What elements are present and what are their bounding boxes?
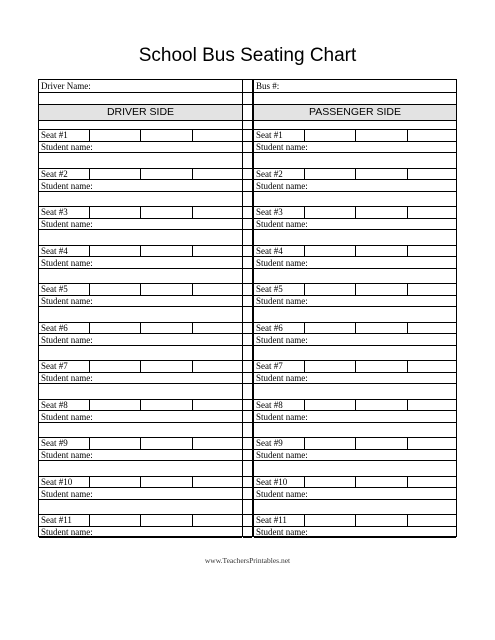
- student-row-bottom-line: [254, 460, 456, 461]
- student-row-bottom-line: [39, 383, 242, 384]
- student-name-label: Student name:: [256, 411, 308, 422]
- row-line: [254, 120, 456, 121]
- seat-label: Seat #3: [256, 207, 283, 217]
- spacer-line: [243, 229, 252, 230]
- seat-label: Seat #1: [41, 130, 68, 140]
- student-row-bottom-line: [254, 422, 456, 423]
- seat-cell-divider: [89, 283, 90, 295]
- student-name-label: Student name:: [41, 180, 93, 191]
- student-name-label: Student name:: [41, 257, 93, 268]
- spacer-line: [243, 141, 252, 142]
- student-row-bottom-line: [39, 499, 242, 500]
- seat-label: Seat #5: [41, 284, 68, 294]
- student-name-label: Student name:: [256, 334, 308, 345]
- seat-label: Seat #7: [41, 361, 68, 371]
- seat-cell-divider: [192, 399, 193, 411]
- seat-label: Seat #3: [41, 207, 68, 217]
- spacer-line: [243, 283, 252, 284]
- student-row-bottom-line: [39, 537, 242, 538]
- seat-cell-divider: [89, 322, 90, 334]
- driver-name-label: Driver Name:: [41, 81, 91, 91]
- seat-cell-divider: [355, 476, 356, 488]
- seat-cell-divider: [355, 322, 356, 334]
- spacer-line: [243, 476, 252, 477]
- spacer-line: [243, 383, 252, 384]
- aisle-spacer-column: [243, 79, 253, 537]
- spacer-line: [243, 322, 252, 323]
- seat-cell-divider: [192, 245, 193, 257]
- seat-cell-divider: [192, 437, 193, 449]
- seat-label: Seat #6: [256, 322, 283, 333]
- seat-cell-divider: [304, 476, 305, 488]
- seat-cell-divider: [140, 476, 141, 488]
- seat-cell-divider: [355, 283, 356, 295]
- student-name-label: Student name:: [41, 142, 93, 152]
- seat-cell-divider: [140, 437, 141, 449]
- student-name-label: Student name:: [41, 527, 93, 537]
- student-name-label: Student name:: [41, 411, 93, 422]
- spacer-line: [243, 372, 252, 373]
- seat-cell-divider: [89, 360, 90, 372]
- spacer-line: [243, 120, 252, 121]
- driver-side-column: [38, 79, 243, 537]
- student-row-bottom-line: [39, 229, 242, 230]
- spacer-line: [243, 399, 252, 400]
- seat-label: Seat #6: [41, 322, 68, 333]
- spacer-line: [243, 487, 252, 488]
- student-row-bottom-line: [39, 460, 242, 461]
- seat-label: Seat #8: [256, 399, 283, 410]
- seat-label: Seat #10: [256, 476, 288, 487]
- student-row-bottom-line: [254, 306, 456, 307]
- spacer-line: [243, 268, 252, 269]
- seat-cell-divider: [304, 360, 305, 372]
- spacer-line: [243, 168, 252, 169]
- seat-cell-divider: [407, 476, 408, 488]
- spacer-line: [243, 218, 252, 219]
- spacer-line: [243, 422, 252, 423]
- seat-label: Seat #8: [41, 399, 68, 410]
- seat-cell-divider: [89, 437, 90, 449]
- spacer-line: [243, 499, 252, 500]
- seat-label: Seat #10: [41, 476, 73, 487]
- seat-label: Seat #4: [41, 245, 68, 256]
- seat-cell-divider: [407, 322, 408, 334]
- seat-cell-divider: [140, 399, 141, 411]
- student-name-label: Student name:: [256, 373, 308, 383]
- student-row-bottom-line: [39, 422, 242, 423]
- seat-cell-divider: [89, 399, 90, 411]
- seat-cell-divider: [192, 476, 193, 488]
- student-row-bottom-line: [254, 537, 456, 538]
- footer-url: www.TeachersPrintables.net: [204, 556, 291, 565]
- seat-cell-divider: [407, 360, 408, 372]
- page-title: School Bus Seating Chart: [138, 45, 357, 66]
- seat-cell-divider: [89, 476, 90, 488]
- seat-cell-divider: [304, 206, 305, 218]
- student-name-label: Student name:: [256, 142, 308, 152]
- student-name-label: Student name:: [41, 219, 93, 229]
- student-name-label: Student name:: [41, 488, 93, 499]
- spacer-line: [243, 333, 252, 334]
- seat-cell-divider: [355, 514, 356, 526]
- student-row-bottom-line: [254, 152, 456, 153]
- spacer-line: [243, 179, 252, 180]
- seat-cell-divider: [89, 168, 90, 180]
- student-row-bottom-line: [39, 345, 242, 346]
- seat-cell-divider: [407, 206, 408, 218]
- seat-cell-divider: [89, 514, 90, 526]
- student-row-bottom-line: [254, 499, 456, 500]
- seat-cell-divider: [304, 514, 305, 526]
- seat-cell-divider: [407, 245, 408, 257]
- student-name-label: Student name:: [256, 180, 308, 191]
- seat-cell-divider: [192, 360, 193, 372]
- passenger-side-column: [253, 79, 457, 537]
- seat-cell-divider: [407, 514, 408, 526]
- seat-label: Seat #9: [256, 438, 283, 448]
- student-name-label: Student name:: [41, 296, 93, 306]
- student-name-label: Student name:: [41, 334, 93, 345]
- seat-cell-divider: [192, 206, 193, 218]
- spacer-line: [243, 152, 252, 153]
- student-name-label: Student name:: [256, 219, 308, 229]
- spacer-line: [243, 256, 252, 257]
- seat-cell-divider: [192, 129, 193, 141]
- seat-cell-divider: [304, 437, 305, 449]
- student-row-bottom-line: [254, 229, 456, 230]
- student-name-label: Student name:: [41, 450, 93, 460]
- spacer-line: [243, 104, 252, 105]
- seat-cell-divider: [304, 283, 305, 295]
- student-name-label: Student name:: [256, 450, 308, 460]
- seat-cell-divider: [304, 129, 305, 141]
- spacer-line: [243, 191, 252, 192]
- seat-cell-divider: [192, 322, 193, 334]
- student-row-bottom-line: [254, 268, 456, 269]
- seat-cell-divider: [140, 360, 141, 372]
- seat-cell-divider: [355, 206, 356, 218]
- spacer-line: [243, 295, 252, 296]
- seat-cell-divider: [304, 245, 305, 257]
- seat-cell-divider: [192, 283, 193, 295]
- spacer-line: [243, 537, 252, 538]
- row-line: [39, 92, 242, 93]
- seat-label: Seat #7: [256, 361, 283, 371]
- spacer-line: [243, 245, 252, 246]
- seat-label: Seat #5: [256, 284, 283, 294]
- row-line: [254, 92, 456, 93]
- driver-side-heading: DRIVER SIDE: [106, 106, 175, 118]
- seat-label: Seat #4: [256, 245, 283, 256]
- spacer-line: [243, 306, 252, 307]
- row-line: [39, 120, 242, 121]
- seat-cell-divider: [355, 129, 356, 141]
- seat-cell-divider: [304, 399, 305, 411]
- student-row-bottom-line: [39, 306, 242, 307]
- passenger-side-heading: PASSENGER SIDE: [309, 106, 401, 118]
- seat-cell-divider: [355, 245, 356, 257]
- seat-cell-divider: [407, 437, 408, 449]
- student-name-label: Student name:: [41, 373, 93, 383]
- seat-cell-divider: [304, 168, 305, 180]
- seat-cell-divider: [140, 514, 141, 526]
- seat-cell-divider: [89, 206, 90, 218]
- seat-cell-divider: [407, 283, 408, 295]
- student-row-bottom-line: [254, 383, 456, 384]
- seat-cell-divider: [140, 206, 141, 218]
- spacer-line: [243, 360, 252, 361]
- seat-cell-divider: [140, 245, 141, 257]
- seat-cell-divider: [192, 168, 193, 180]
- seat-cell-divider: [89, 245, 90, 257]
- seat-label: Seat #2: [41, 168, 68, 179]
- seat-cell-divider: [192, 514, 193, 526]
- student-row-bottom-line: [254, 191, 456, 192]
- student-row-bottom-line: [39, 191, 242, 192]
- student-name-label: Student name:: [256, 488, 308, 499]
- seat-label: Seat #11: [256, 515, 287, 525]
- seat-label: Seat #9: [41, 438, 68, 448]
- seat-cell-divider: [407, 399, 408, 411]
- seat-cell-divider: [355, 360, 356, 372]
- student-row-bottom-line: [39, 268, 242, 269]
- seat-label: Seat #1: [256, 130, 283, 140]
- spacer-line: [243, 345, 252, 346]
- spacer-line: [243, 460, 252, 461]
- seat-cell-divider: [140, 129, 141, 141]
- seat-cell-divider: [140, 168, 141, 180]
- seat-cell-divider: [89, 129, 90, 141]
- student-name-label: Student name:: [256, 257, 308, 268]
- seat-cell-divider: [304, 322, 305, 334]
- spacer-line: [243, 410, 252, 411]
- seat-cell-divider: [140, 322, 141, 334]
- spacer-line: [243, 92, 252, 93]
- bus-number-label: Bus #:: [256, 81, 280, 91]
- student-name-label: Student name:: [256, 296, 308, 306]
- seat-label: Seat #2: [256, 168, 283, 179]
- spacer-line: [243, 129, 252, 130]
- spacer-line: [243, 206, 252, 207]
- student-row-bottom-line: [254, 345, 456, 346]
- seat-label: Seat #11: [41, 515, 72, 525]
- student-row-bottom-line: [39, 152, 242, 153]
- student-name-label: Student name:: [256, 527, 308, 537]
- seat-cell-divider: [140, 283, 141, 295]
- spacer-line: [243, 526, 252, 527]
- seat-cell-divider: [355, 437, 356, 449]
- seat-cell-divider: [407, 168, 408, 180]
- seat-cell-divider: [355, 399, 356, 411]
- seating-chart-table: [38, 79, 457, 537]
- spacer-line: [243, 437, 252, 438]
- spacer-line: [243, 449, 252, 450]
- seat-cell-divider: [355, 168, 356, 180]
- spacer-line: [243, 514, 252, 515]
- seat-cell-divider: [407, 129, 408, 141]
